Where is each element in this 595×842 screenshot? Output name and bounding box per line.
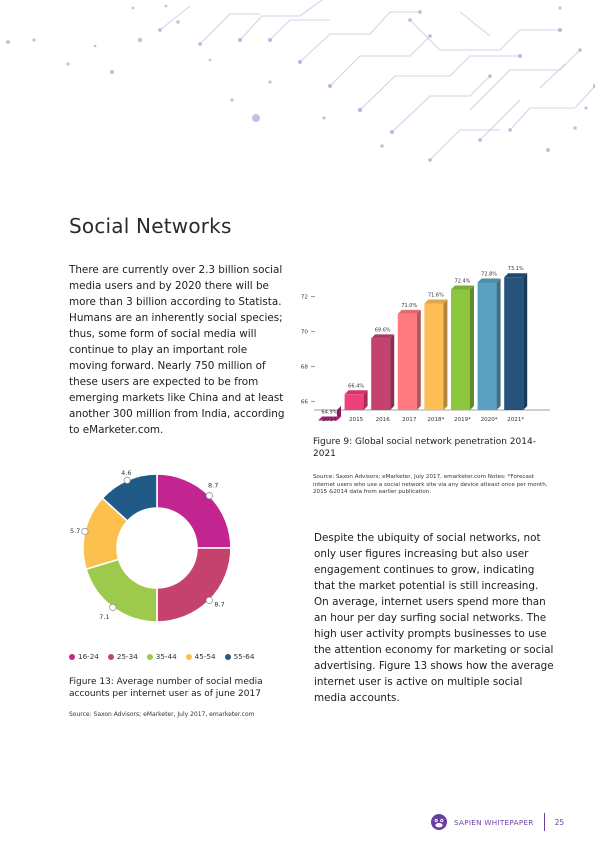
x-tick-label: 2017: [402, 417, 417, 423]
bar-data-label: 64.9%: [321, 409, 338, 416]
slice-data-label: 4.6: [121, 468, 132, 477]
bar-top: [478, 278, 501, 282]
slice-data-label: 7.1: [99, 613, 110, 622]
bar-front: [345, 394, 364, 410]
page-footer: [430, 812, 564, 832]
x-tick-label: 2018*: [427, 417, 445, 423]
section-title: Social Networks: [69, 214, 232, 238]
slice-data-label: 8.7: [208, 481, 219, 490]
figure-13-source: Source: Saxon Advisors; eMarketer, July 2017, emarketer.com: [69, 711, 255, 718]
bar-side: [523, 273, 527, 410]
legend-label: 16-24: [78, 652, 99, 661]
bar-data-label: 71.0%: [401, 302, 418, 309]
bar-side: [470, 285, 474, 410]
footer-divider: [544, 813, 545, 831]
legend-item: [186, 652, 216, 661]
x-tick-label: 2021*: [507, 417, 525, 423]
bar-front: [371, 338, 390, 410]
bar-side: [390, 334, 394, 410]
donut-slice-25-34: [157, 548, 231, 622]
slice-marker: [206, 597, 212, 603]
y-tick-label: 66: [300, 399, 308, 406]
bar-front: [478, 282, 497, 410]
social-network-penetration-chart: [292, 258, 556, 428]
bar-2021*: [504, 273, 527, 410]
donut-legend: [69, 652, 254, 661]
bar-2019*: [451, 285, 474, 410]
legend-label: 55-64: [233, 652, 255, 661]
slice-marker: [82, 528, 88, 534]
bar-2018*: [424, 299, 447, 410]
y-tick-label: 70: [300, 329, 308, 336]
slice-marker: [206, 492, 212, 498]
bar-2020*: [478, 278, 501, 410]
bar-top: [451, 285, 474, 289]
slice-marker: [110, 604, 116, 610]
donut-slice-35-44: [86, 559, 157, 622]
x-tick-label: 2015: [348, 417, 364, 423]
figure-9-source: Source: Saxon Advisors; eMarketer, July 2017, emarketer.com Notes: *Forecast internet users who use a social network site via any device atleast once per month. 2015 &2014 data from earlier publication.: [313, 474, 548, 496]
x-tick-label: 2019*: [453, 417, 472, 423]
legend-dot: [225, 654, 231, 660]
figure-13-caption: Figure 13: Average number of social media accounts per internet user as of june 2017: [69, 677, 263, 699]
legend-item: [69, 652, 99, 661]
bar-front: [424, 303, 443, 410]
bar-data-label: 66.4%: [348, 383, 365, 390]
bar-front: [451, 289, 470, 410]
bar-2016: [371, 334, 394, 410]
bar-top: [371, 334, 394, 338]
x-tick-label: 2016: [375, 417, 390, 423]
bar-top: [504, 273, 527, 277]
bar-top: [424, 299, 447, 303]
footer-brand: SAPIEN WHITEPAPER: [454, 817, 534, 827]
bar-2015: [345, 390, 368, 410]
bar-data-label: 69.6%: [374, 327, 391, 334]
social-accounts-donut-chart: [60, 466, 260, 646]
figure-9-caption: Figure 9: Global social network penetration 2014-2021: [313, 437, 536, 459]
intro-paragraph: There are currently over 2.3 billion social media users and by 2020 there will be more than 3 billion according to Statista. Humans are an inherently social species; thus, some form of social media will continue to play an important role moving forward. Nearly 750 million of these users are expected to be from emerging markets like China and at least another 300 million from India, according to eMarketer.com.: [69, 264, 285, 436]
bar-top: [398, 310, 421, 314]
bar-side: [443, 299, 447, 410]
x-tick-label: 2020*: [480, 417, 498, 423]
y-tick-label: 68: [300, 364, 308, 371]
bar-data-label: 72.4%: [454, 278, 471, 285]
legend-dot: [147, 654, 153, 660]
y-tick-label: 72: [300, 294, 308, 301]
x-tick-label: 2014: [322, 417, 337, 423]
donut-slice-16-24: [157, 474, 231, 548]
slice-data-label: 8.7: [214, 600, 225, 609]
header-circuit-decoration: [0, 0, 595, 200]
legend-dot: [186, 654, 192, 660]
legend-dot: [108, 654, 114, 660]
page-number: 25: [554, 817, 565, 827]
bar-front: [398, 314, 417, 410]
legend-item: [147, 652, 177, 661]
bar-2017: [398, 310, 421, 410]
legend-item: [108, 652, 138, 661]
bar-data-label: 73.1%: [507, 266, 524, 273]
legend-dot: [69, 654, 75, 660]
bar-side: [417, 310, 421, 410]
bar-data-label: 72.8%: [481, 271, 498, 278]
ape-logo-icon: [430, 813, 448, 831]
bar-side: [497, 278, 501, 410]
bar-front: [504, 277, 523, 410]
bar-top: [345, 390, 368, 394]
engagement-paragraph: Despite the ubiquity of social networks, not only user figures increasing but also user engagement continues to grow, indicating that the market potential is still increasing. On average, internet users spend more than an hour per day surfing social networks. The high user activity prompts businesses to use the attention economy for marketing or social advertising. Figure 13 shows how the average internet user is active on multiple social media accounts.: [314, 532, 554, 704]
legend-label: 25-34: [116, 652, 138, 661]
slice-marker: [124, 477, 130, 483]
slice-data-label: 5.7: [69, 527, 81, 536]
bar-data-label: 71.6%: [427, 292, 444, 299]
legend-item: [225, 652, 255, 661]
legend-label: 45-54: [194, 652, 216, 661]
legend-label: 35-44: [155, 652, 177, 661]
